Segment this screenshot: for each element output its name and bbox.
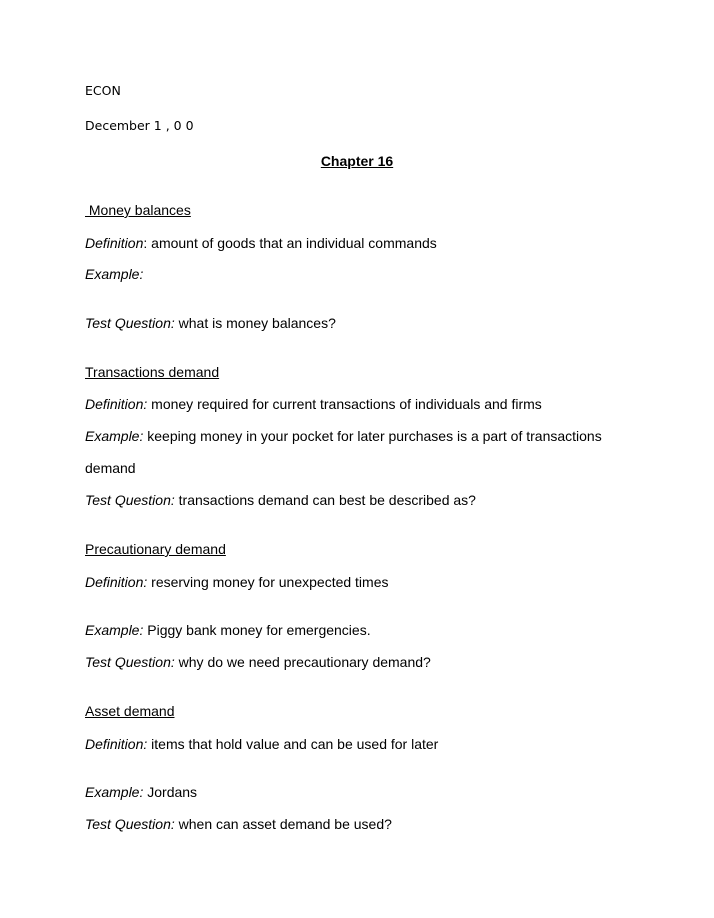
section-heading: Precautionary demand bbox=[85, 541, 226, 557]
example-label: Example: bbox=[85, 428, 144, 444]
definition-label: Definition: bbox=[85, 736, 148, 752]
definition-text: items that hold value and can be used for later bbox=[147, 736, 439, 752]
test-question-label: Test Question: bbox=[85, 816, 175, 832]
definition-line bbox=[85, 735, 438, 753]
definition-label: Definition bbox=[85, 235, 144, 251]
definition-text: reserving money for unexpected times bbox=[147, 574, 389, 590]
definition-label: Definition: bbox=[85, 574, 148, 590]
example-line bbox=[85, 621, 371, 639]
test-question-label: Test Question: bbox=[85, 492, 175, 508]
example-line bbox=[85, 427, 602, 445]
example-line bbox=[85, 265, 143, 283]
course-name: ECON bbox=[85, 83, 121, 98]
test-question-line bbox=[85, 314, 336, 332]
test-question-label: Test Question: bbox=[85, 315, 175, 331]
section-heading: Transactions demand bbox=[85, 364, 220, 380]
example-label: Example: bbox=[85, 266, 144, 282]
definition-line bbox=[85, 573, 389, 591]
test-question-text: why do we need precautionary demand? bbox=[174, 654, 431, 670]
test-question-text: when can asset demand be used? bbox=[174, 816, 392, 832]
definition-line bbox=[85, 395, 542, 413]
definition-text: money required for current transactions of individuals and firms bbox=[147, 396, 542, 412]
example-text: keeping money in your pocket for later purchases is a part of transactions bbox=[143, 428, 602, 444]
definition-text: : amount of goods that an individual commands bbox=[143, 235, 437, 251]
test-question-text: transactions demand can best be described as? bbox=[174, 492, 476, 508]
example-text: Piggy bank money for emergencies. bbox=[143, 622, 371, 638]
chapter-title: Chapter 16 bbox=[320, 153, 394, 169]
definition-line bbox=[85, 234, 437, 252]
definition-label: Definition: bbox=[85, 396, 148, 412]
section-heading: Asset demand bbox=[85, 703, 175, 719]
test-question-label: Test Question: bbox=[85, 654, 175, 670]
example-text: Jordans bbox=[143, 784, 198, 800]
test-question-text: what is money balances? bbox=[174, 315, 336, 331]
test-question-line bbox=[85, 653, 431, 671]
test-question-line bbox=[85, 815, 392, 833]
test-question-line bbox=[85, 491, 476, 509]
section-heading: Money balances bbox=[85, 202, 191, 218]
example-label: Example: bbox=[85, 784, 144, 800]
example-continuation: demand bbox=[85, 460, 136, 476]
example-label: Example: bbox=[85, 622, 144, 638]
date-line: December 1 , 0 0 bbox=[85, 118, 194, 133]
example-line bbox=[85, 783, 197, 801]
